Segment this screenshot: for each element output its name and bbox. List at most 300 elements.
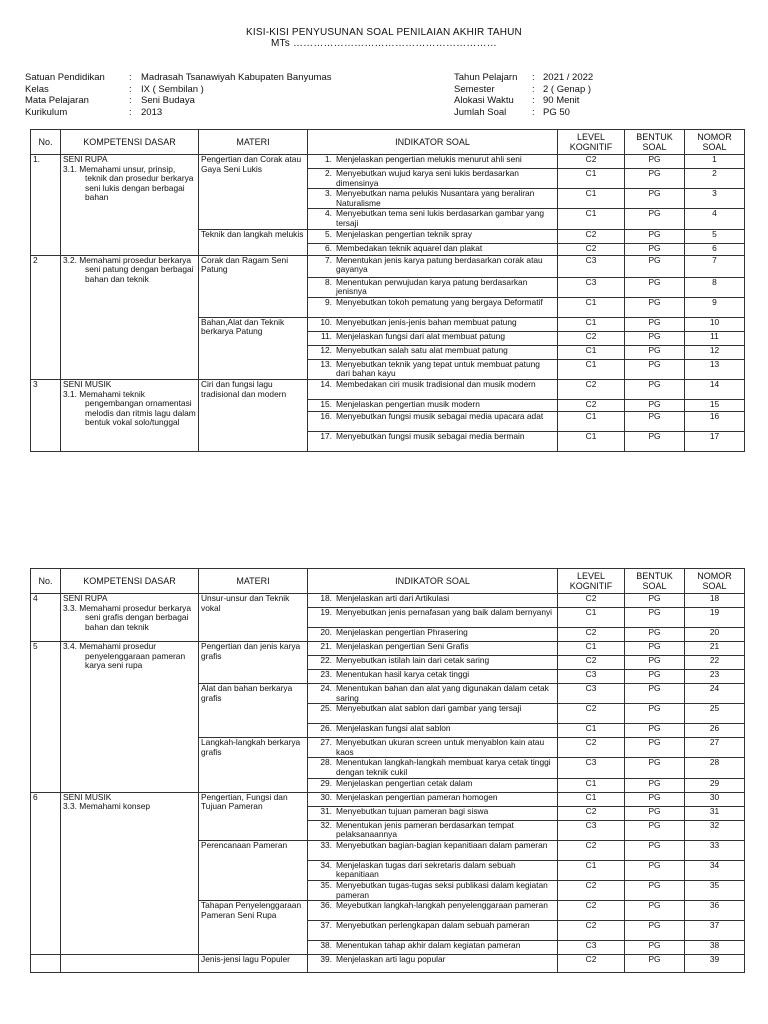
competency-text: 3.4. Memahami prosedur penyelenggaraan pameran karya seni rupa [63,641,186,671]
meta-value: 2021 / 2022 [543,72,594,83]
indicator-text: Menjelaskan pengertian cetak dalam [336,778,473,788]
question-number: 16 [685,411,745,431]
indicator-item [310,332,555,342]
indicator-text: Menyebutkan alat sablon dari gambar yang tersaji [336,703,522,714]
question-number: 10 [685,317,745,331]
question-type: PG [625,255,685,277]
indicator-cell [308,738,558,758]
document-title: KISI-KISI PENYUSUNAN SOAL PENILAIAN AKHIR TAHUN [246,27,522,38]
cognitive-level: C1 [558,860,625,880]
table-row [31,594,745,608]
meta-colon: : [532,106,535,118]
indicator-item [310,412,555,422]
cognitive-level: C1 [558,608,625,628]
cognitive-level: C3 [558,820,625,840]
question-type: PG [625,806,685,820]
indicator-item [310,955,555,965]
question-number: 17 [685,431,745,451]
cognitive-level: C2 [558,379,625,399]
indicator-number: 5. [325,229,332,239]
indicator-text: Menjelaskan pengertian Phrasering [336,627,468,637]
indicator-cell [308,840,558,860]
indicator-text: Menjelaskan tugas dari sekretaris dalam sebuah kepanitiaan [336,860,516,880]
kisi-table-top [30,129,745,452]
question-number: 31 [685,806,745,820]
indicator-cell [308,880,558,900]
meta-value: PG 50 [543,106,570,118]
question-number: 14 [685,379,745,399]
indicator-item [310,704,555,714]
indicator-number: 33. [320,840,332,850]
meta-value: 90 Menit [543,95,580,107]
materi-cell: Ciri dan fungsi lagu tradisional dan modern [199,379,308,451]
question-type: PG [625,411,685,431]
meta-label: Satuan Pendidikan [25,72,105,83]
meta-label: Alokasi Waktu [454,95,514,107]
question-type: PG [625,738,685,758]
question-number: 8 [685,277,745,297]
column-header-indikator: INDIKATOR SOAL [308,130,558,155]
meta-right [454,72,593,118]
materi-cell: Jenis-jensi lagu Populer [199,955,308,973]
indicator-item [310,901,555,911]
cognitive-level: C2 [558,921,625,941]
indicator-number: 32. [320,820,332,830]
meta-row [454,72,593,84]
meta-label: Semester [454,83,495,95]
question-number: 6 [685,243,745,255]
indicator-text: Menyebutkan teknik yang tepat untuk membuat patung dari bahan kayu [336,359,540,379]
meta-label: Kelas [25,83,49,95]
meta-colon: : [129,106,132,118]
indicator-item [310,724,555,734]
question-number: 34 [685,860,745,880]
materi-cell: Pengertian dan jenis karya grafis [199,642,308,684]
indicator-text: Menjelaskan pengertian musik modern [336,399,480,409]
competency-number: 1. [31,155,61,256]
table-row [31,955,745,973]
cognitive-level: C2 [558,704,625,724]
indicator-item [310,189,555,208]
header-row [31,569,745,594]
question-number: 24 [685,684,745,704]
cognitive-level: C1 [558,642,625,656]
question-type: PG [625,399,685,411]
indicator-cell [308,331,558,345]
school-line: MTs …………………………………………………… [271,38,497,49]
meta-left [25,72,331,118]
indicator-cell [308,411,558,431]
question-number: 26 [685,724,745,738]
indicator-item [310,400,555,410]
cognitive-level: C1 [558,189,625,209]
indicator-text: Menyebutkan bagian-bagian kepanitiaan dalam pameran [336,840,548,850]
indicator-text: Menentukan jenis karya patung berdasarkan corak atau gayanya [336,255,543,275]
indicator-item [310,298,555,308]
indicator-text: Menjelaskan pengertian Seni Grafis [336,641,469,651]
competency-heading: SENI MUSIK [63,792,112,802]
question-number: 19 [685,608,745,628]
table-row [31,642,745,656]
meta-row [454,84,593,96]
indicator-item [310,432,555,442]
indicator-item [310,360,555,379]
indicator-item [310,821,555,840]
indicator-number: 35. [320,880,332,890]
indicator-number: 2. [325,168,332,178]
question-type: PG [625,155,685,169]
indicator-text: Menjelaskan arti dari Artikulasi [336,593,450,603]
indicator-text: Menentukan langkah-langkah membuat karya cetak tinggi dengan teknik cukil [336,757,551,777]
cognitive-level: C2 [558,656,625,670]
question-number: 7 [685,255,745,277]
competency-text: 3.1. Memahami unsur, prinsip, teknik dan prosedur berkarya seni lukis dengan berbagai bahan [63,163,194,203]
indicator-cell [308,594,558,608]
indicator-item [310,230,555,240]
question-type: PG [625,840,685,860]
indicator-cell [308,724,558,738]
indicator-item [310,861,555,880]
indicator-number: 18. [320,593,332,603]
table-row [31,379,745,399]
question-number: 3 [685,189,745,209]
indicator-number: 36. [320,900,332,911]
meta-value: IX ( Sembilan ) [141,83,204,95]
cognitive-level: C2 [558,955,625,973]
competency-cell [61,594,199,642]
indicator-cell [308,359,558,379]
indicator-number: 7. [325,255,332,265]
question-type: PG [625,345,685,359]
indicator-text: Menyebutkan tujuan pameran bagi siswa [336,806,489,816]
cognitive-level: C3 [558,255,625,277]
indicator-cell [308,806,558,820]
question-number: 28 [685,758,745,778]
question-number: 18 [685,594,745,608]
cognitive-level: C2 [558,738,625,758]
indicator-text: Meyebutkan langkah-langkah penyelenggaraan pameran [336,900,548,911]
indicator-number: 6. [325,243,332,253]
question-type: PG [625,431,685,451]
indicator-item [310,628,555,638]
indicator-cell [308,317,558,331]
materi-cell: Perencanaan Pameran [199,840,308,900]
indicator-cell [308,431,558,451]
cognitive-level: C3 [558,670,625,684]
indicator-text: Menentukan perwujudan karya patung berdasarkan jenisnya [336,277,528,297]
indicator-number: 20. [320,627,332,637]
question-type: PG [625,880,685,900]
question-number: 21 [685,642,745,656]
meta-row [25,72,331,84]
header-row [31,130,745,155]
cognitive-level: C2 [558,901,625,921]
indicator-cell [308,608,558,628]
cognitive-level: C2 [558,880,625,900]
indicator-number: 23. [320,669,332,679]
competency-cell [61,955,199,973]
indicator-number: 14. [320,379,332,389]
meta-row [454,107,593,119]
question-number: 30 [685,792,745,806]
question-number: 23 [685,670,745,684]
indicator-number: 19. [320,607,332,617]
meta-colon: : [532,95,535,107]
column-header-no: No. [31,569,61,594]
indicator-number: 37. [320,920,332,931]
cognitive-level: C1 [558,431,625,451]
meta-row [25,95,331,107]
indicator-text: Menyebutkan fungsi musik sebagai media upacara adat [336,411,544,421]
indicator-cell [308,399,558,411]
competency-number: 5 [31,642,61,793]
question-number: 13 [685,359,745,379]
competency-cell [61,379,199,451]
indicator-number: 17. [320,431,332,441]
indicator-text: Menentukan bahan dan alat yang digunakan dalam cetak saring [336,683,549,703]
cognitive-level: C2 [558,628,625,642]
competency-number [31,955,61,973]
question-number: 38 [685,941,745,955]
indicator-number: 12. [320,345,332,355]
cognitive-level: C1 [558,411,625,431]
indicator-number: 1. [325,154,332,164]
meta-row [454,95,593,107]
indicator-item [310,594,555,604]
materi-cell: Corak dan Ragam Seni Patung [199,255,308,317]
question-number: 27 [685,738,745,758]
question-number: 9 [685,297,745,317]
materi-cell: Pengertian dan Corak atau Gaya Seni Lukis [199,155,308,230]
indicator-number: 34. [320,860,332,870]
indicator-cell [308,628,558,642]
indicator-number: 30. [320,792,332,802]
indicator-text: Membedakan ciri musik tradisional dan musik modern [336,379,536,389]
competency-heading: SENI RUPA [63,593,108,603]
indicator-cell [308,941,558,955]
cognitive-level: C2 [558,331,625,345]
question-type: PG [625,379,685,399]
indicator-cell [308,255,558,277]
meta-colon: : [129,83,132,95]
indicator-text: Menjelaskan pengertian pameran homogen [336,792,498,802]
indicator-item [310,941,555,951]
materi-cell: Langkah-langkah berkarya grafis [199,738,308,792]
cognitive-level: C1 [558,169,625,189]
indicator-cell [308,297,558,317]
indicator-text: Menyebutkan fungsi musik sebagai media bermain [336,431,525,441]
indicator-item [310,318,555,328]
question-type: PG [625,594,685,608]
question-type: PG [625,820,685,840]
indicator-text: Menjelaskan pengertian melukis menurut ahli seni [336,154,522,164]
indicator-number: 24. [320,683,332,693]
question-number: 20 [685,628,745,642]
indicator-item [310,278,555,297]
meta-colon: : [129,72,132,83]
question-number: 33 [685,840,745,860]
indicator-item [310,793,555,803]
indicator-text: Menyebutkan tokoh pematung yang bergaya Deformatif [336,297,543,307]
indicator-number: 11. [320,331,332,341]
indicator-item [310,807,555,817]
question-type: PG [625,359,685,379]
indicator-number: 9. [325,297,332,307]
question-type: PG [625,628,685,642]
indicator-number: 4. [325,208,332,219]
cognitive-level: C1 [558,359,625,379]
indicator-cell [308,955,558,973]
indicator-number: 29. [320,778,332,788]
meta-colon: : [532,83,535,95]
question-type: PG [625,297,685,317]
indicator-item [310,209,555,228]
materi-cell: Unsur-unsur dan Teknik vokal [199,594,308,642]
competency-heading: SENI MUSIK [63,379,112,389]
indicator-number: 13. [320,359,332,369]
meta-value: 2 ( Genap ) [543,83,592,95]
question-type: PG [625,670,685,684]
indicator-text: Membedakan teknik aquarel dan plakat [336,243,483,253]
question-type: PG [625,331,685,345]
indicator-number: 38. [320,940,332,951]
indicator-text: Menentukan jenis pameran berdasarkan tempat pelaksanaannya [336,820,514,840]
indicator-item [310,758,555,777]
meta-label: Kurikulum [25,106,68,118]
cognitive-level: C1 [558,317,625,331]
question-type: PG [625,684,685,704]
question-type: PG [625,656,685,670]
cognitive-level: C1 [558,345,625,359]
indicator-text: Menyebutkan tema seni lukis berdasarkan gambar yang tersaji [336,208,545,228]
cognitive-level: C2 [558,806,625,820]
indicator-cell [308,778,558,792]
cognitive-level: C2 [558,399,625,411]
indicator-cell [308,860,558,880]
question-type: PG [625,277,685,297]
meta-colon: : [129,95,132,107]
indicator-text: Menentukan hasil karya cetak tinggi [336,669,470,679]
question-type: PG [625,169,685,189]
indicator-item [310,608,555,618]
indicator-item [310,670,555,680]
indicator-cell [308,345,558,359]
indicator-text: Menyebutkan jenis pernafasan yang baik dalam bernyanyi [336,607,553,617]
competency-text: 3.3. Memahami konsep [63,801,151,812]
indicator-number: 25. [320,703,332,714]
column-header-materi: MATERI [199,569,308,594]
cognitive-level: C3 [558,277,625,297]
question-number: 22 [685,656,745,670]
cognitive-level: C1 [558,778,625,792]
meta-value: 2013 [141,106,163,118]
question-number: 5 [685,229,745,243]
question-number: 36 [685,901,745,921]
column-header-bentuk: BENTUK SOAL [625,130,685,155]
competency-text: 3.1. Memahami teknik pengembangan ornamentasi melodis dan ritmis lagu dalam bentuk vokal solo/tunggal [63,388,196,428]
question-number: 35 [685,880,745,900]
competency-number: 4 [31,594,61,642]
indicator-cell [308,921,558,941]
indicator-cell [308,189,558,209]
meta-label: Jumlah Soal [454,106,507,118]
materi-cell: Pengertian, Fungsi dan Tujuan Pameran [199,792,308,840]
question-type: PG [625,317,685,331]
indicator-number: 27. [320,737,332,748]
meta-row [25,107,331,119]
indicator-item [310,779,555,789]
question-type: PG [625,778,685,792]
indicator-cell [308,379,558,399]
indicator-text: Menjelaskan pengertian teknik spray [336,229,472,239]
meta-value: Seni Budaya [141,95,195,107]
indicator-item [310,244,555,254]
cognitive-level: C2 [558,594,625,608]
indicator-item [310,656,555,666]
indicator-item [310,881,555,900]
question-type: PG [625,243,685,255]
competency-number: 3 [31,379,61,451]
indicator-item [310,380,555,390]
cognitive-level: C3 [558,758,625,778]
indicator-item [310,684,555,703]
indicator-text: Menyebutkan tugas-tugas seksi publikasi dalam kegiatan pameran [336,880,548,900]
competency-cell [61,642,199,793]
question-type: PG [625,229,685,243]
indicator-item [310,169,555,188]
question-number: 37 [685,921,745,941]
indicator-number: 31. [320,806,332,816]
meta-label: Mata Pelajaran [25,95,89,107]
indicator-text: Menjelaskan fungsi dari alat membuat patung [336,331,505,341]
cognitive-level: C2 [558,155,625,169]
indicator-number: 8. [325,277,332,287]
question-number: 32 [685,820,745,840]
question-number: 29 [685,778,745,792]
question-type: PG [625,642,685,656]
column-header-kd: KOMPETENSI DASAR [61,130,199,155]
competency-cell [61,155,199,256]
cognitive-level: C1 [558,724,625,738]
competency-heading: SENI RUPA [63,154,108,164]
question-type: PG [625,921,685,941]
column-header-kd: KOMPETENSI DASAR [61,569,199,594]
meta-label: Tahun Pelajarn [454,72,518,83]
materi-cell: Teknik dan langkah melukis [199,229,308,255]
question-type: PG [625,901,685,921]
competency-cell [61,792,199,955]
table-row [31,155,745,169]
question-number: 25 [685,704,745,724]
question-number: 2 [685,169,745,189]
cognitive-level: C2 [558,229,625,243]
indicator-text: Menyebutkan nama pelukis Nusantara yang beraliran Naturalisme [336,188,535,208]
column-header-bentuk: BENTUK SOAL [625,569,685,594]
indicator-text: Menjelaskan fungsi alat sablon [336,723,451,734]
indicator-text: Menyebutkan wujud karya seni lukis berdasarkan dimensinya [336,168,519,188]
indicator-cell [308,155,558,169]
column-header-level: LEVEL KOGNITIF [558,130,625,155]
competency-text: 3.2. Memahami prosedur berkarya seni patung dengan berbagai bahan dan teknik [63,255,194,284]
indicator-cell [308,820,558,840]
question-type: PG [625,792,685,806]
cognitive-level: C3 [558,684,625,704]
indicator-number: 22. [320,655,332,665]
competency-cell [61,255,199,379]
question-number: 12 [685,345,745,359]
materi-cell: Alat dan bahan berkarya grafis [199,684,308,738]
indicator-text: Menyebutkan jenis-jenis bahan membuat patung [336,317,517,327]
